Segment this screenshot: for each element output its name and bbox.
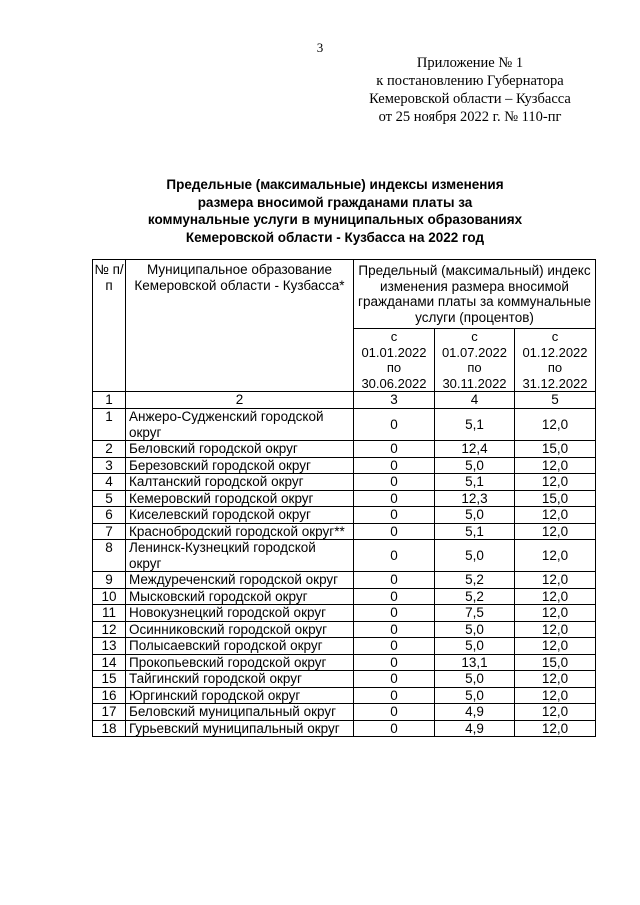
index-period-2: 5,0	[435, 507, 515, 524]
period-text: 01.01.2022	[361, 344, 427, 360]
document-title	[80, 176, 590, 246]
table-row	[93, 490, 596, 507]
municipality-name: Прокопьевский городской округ	[126, 654, 354, 671]
period-text: 01.12.2022	[522, 344, 588, 360]
period-text: 31.12.2022	[522, 375, 588, 391]
municipality-name: Березовский городской округ	[126, 457, 354, 474]
row-number: 7	[93, 523, 126, 540]
row-number: 17	[93, 704, 126, 721]
appendix-line: Кемеровской области – Кузбасса	[369, 91, 571, 107]
index-period-3: 15,0	[515, 490, 596, 507]
index-period-1: 0	[354, 671, 435, 688]
index-period-2: 5,0	[435, 457, 515, 474]
index-period-2: 5,0	[435, 638, 515, 655]
index-period-1: 0	[354, 474, 435, 491]
municipality-name: Ленинск-Кузнецкий городской округ	[126, 540, 354, 572]
table-row	[93, 621, 596, 638]
index-period-2: 5,1	[435, 523, 515, 540]
municipality-name: Киселевский городской округ	[126, 507, 354, 524]
table-row	[93, 572, 596, 589]
appendix-line: от 25 ноября 2022 г. № 110-пг	[378, 109, 562, 125]
row-number: 13	[93, 638, 126, 655]
row-number: 15	[93, 671, 126, 688]
appendix-line: к постановлению Губернатора	[376, 73, 564, 89]
index-period-1: 0	[354, 441, 435, 458]
municipality-name: Тайгинский городской округ	[126, 671, 354, 688]
row-number: 2	[93, 441, 126, 458]
index-period-3: 12,0	[515, 409, 596, 441]
index-period-1: 0	[354, 704, 435, 721]
table-row	[93, 654, 596, 671]
table-row	[93, 409, 596, 441]
municipality-name: Междуреченский городской округ	[126, 572, 354, 589]
row-number: 18	[93, 720, 126, 737]
period-text: 30.11.2022	[442, 375, 507, 391]
column-number: 2	[126, 392, 354, 409]
header-municipality: Муниципальное образование Кемеровской области - Кузбасса*	[126, 260, 354, 392]
table-row	[93, 687, 596, 704]
index-period-1: 0	[354, 720, 435, 737]
title-line: коммунальные услуги в муниципальных образованиях	[147, 212, 523, 227]
index-period-2: 5,2	[435, 588, 515, 605]
index-period-3: 12,0	[515, 671, 596, 688]
index-period-3: 12,0	[515, 507, 596, 524]
index-period-2: 4,9	[435, 720, 515, 737]
index-period-2: 7,5	[435, 605, 515, 622]
table-row	[93, 588, 596, 605]
period-text: с	[471, 329, 478, 344]
table-row	[93, 671, 596, 688]
municipality-name: Мысковский городской округ	[126, 588, 354, 605]
table-row	[93, 638, 596, 655]
column-number: 5	[515, 392, 596, 409]
appendix-line: Приложение № 1	[416, 55, 524, 71]
table-row	[93, 474, 596, 491]
index-period-3: 12,0	[515, 704, 596, 721]
municipality-name: Краснобродский городской округ**	[126, 523, 354, 540]
index-period-2: 5,0	[435, 621, 515, 638]
index-period-3: 12,0	[515, 605, 596, 622]
municipality-name: Беловский городской округ	[126, 441, 354, 458]
index-period-1: 0	[354, 523, 435, 540]
appendix-header	[355, 54, 585, 126]
row-number: 3	[93, 457, 126, 474]
index-period-1: 0	[354, 654, 435, 671]
index-period-3: 12,0	[515, 687, 596, 704]
period-text: по	[547, 360, 563, 375]
index-period-3: 12,0	[515, 621, 596, 638]
period-text: 01.07.2022	[441, 344, 508, 360]
table-row	[93, 457, 596, 474]
header-period-3	[515, 329, 596, 392]
municipality-name: Осинниковский городской округ	[126, 621, 354, 638]
title-line: Кемеровской области - Кузбасса на 2022 год	[185, 229, 485, 245]
municipality-name: Калтанский городской округ	[126, 474, 354, 491]
index-period-3: 12,0	[515, 540, 596, 572]
index-period-3: 12,0	[515, 457, 596, 474]
row-number: 1	[93, 409, 126, 441]
row-number: 5	[93, 490, 126, 507]
municipality-name: Полысаевский городской округ	[126, 638, 354, 655]
index-period-1: 0	[354, 621, 435, 638]
table-row	[93, 523, 596, 540]
period-text: 30.06.2022	[361, 375, 427, 391]
index-period-1: 0	[354, 605, 435, 622]
row-number: 6	[93, 507, 126, 524]
municipality-name: Гурьевский муниципальный округ	[126, 720, 354, 737]
row-number: 16	[93, 687, 126, 704]
index-period-2: 5,2	[435, 572, 515, 589]
table-row	[93, 441, 596, 458]
page-number: 3	[316, 40, 324, 55]
period-text: с	[390, 329, 398, 344]
index-period-1: 0	[354, 507, 435, 524]
index-period-3: 12,0	[515, 720, 596, 737]
index-period-3: 12,0	[515, 474, 596, 491]
index-period-2: 5,1	[435, 474, 515, 491]
index-period-2: 13,1	[435, 654, 515, 671]
municipality-name: Кемеровский городской округ	[126, 490, 354, 507]
header-index-group: Предельный (максимальный) индекс изменения размера вносимой гражданами платы за коммунальные услуги (процентов)	[354, 260, 596, 329]
index-period-1: 0	[354, 490, 435, 507]
table-row	[93, 507, 596, 524]
row-number: 9	[93, 572, 126, 589]
municipality-name: Беловский муниципальный округ	[126, 704, 354, 721]
index-period-2: 5,0	[435, 540, 515, 572]
column-number-row	[93, 392, 596, 409]
index-period-1: 0	[354, 638, 435, 655]
row-number: 14	[93, 654, 126, 671]
index-period-1: 0	[354, 687, 435, 704]
row-number: 10	[93, 588, 126, 605]
index-period-3: 12,0	[515, 588, 596, 605]
period-text: с	[551, 329, 559, 344]
tariff-index-table	[92, 259, 596, 737]
header-period-1	[354, 329, 435, 392]
column-number: 4	[435, 392, 515, 409]
period-text: по	[467, 360, 482, 375]
index-period-3: 12,0	[515, 638, 596, 655]
table-row	[93, 704, 596, 721]
table-row	[93, 605, 596, 622]
row-number: 8	[93, 540, 126, 572]
index-period-2: 12,3	[435, 490, 515, 507]
row-number: 4	[93, 474, 126, 491]
column-number: 1	[93, 392, 126, 409]
index-period-2: 5,0	[435, 671, 515, 688]
table-row	[93, 540, 596, 572]
table-row	[93, 720, 596, 737]
index-period-2: 5,1	[435, 409, 515, 441]
row-number: 12	[93, 621, 126, 638]
index-period-1: 0	[354, 409, 435, 441]
index-period-2: 12,4	[435, 441, 515, 458]
title-line: Предельные (максимальные) индексы изменения	[166, 177, 504, 192]
title-line: размера вносимой гражданами платы за	[197, 194, 473, 210]
municipality-name: Юргинский городской округ	[126, 687, 354, 704]
column-number: 3	[354, 392, 435, 409]
period-text: по	[386, 360, 402, 375]
index-period-1: 0	[354, 540, 435, 572]
row-number: 11	[93, 605, 126, 622]
municipality-name: Анжеро-Судженский городской округ	[126, 409, 354, 441]
index-period-1: 0	[354, 457, 435, 474]
index-period-3: 15,0	[515, 654, 596, 671]
header-period-2	[435, 329, 515, 392]
index-period-3: 15,0	[515, 441, 596, 458]
index-period-1: 0	[354, 572, 435, 589]
index-period-3: 12,0	[515, 572, 596, 589]
municipality-name: Новокузнецкий городской округ	[126, 605, 354, 622]
header-no: № п/п	[93, 260, 126, 392]
index-period-3: 12,0	[515, 523, 596, 540]
index-period-2: 5,0	[435, 687, 515, 704]
index-period-1: 0	[354, 588, 435, 605]
index-period-2: 4,9	[435, 704, 515, 721]
